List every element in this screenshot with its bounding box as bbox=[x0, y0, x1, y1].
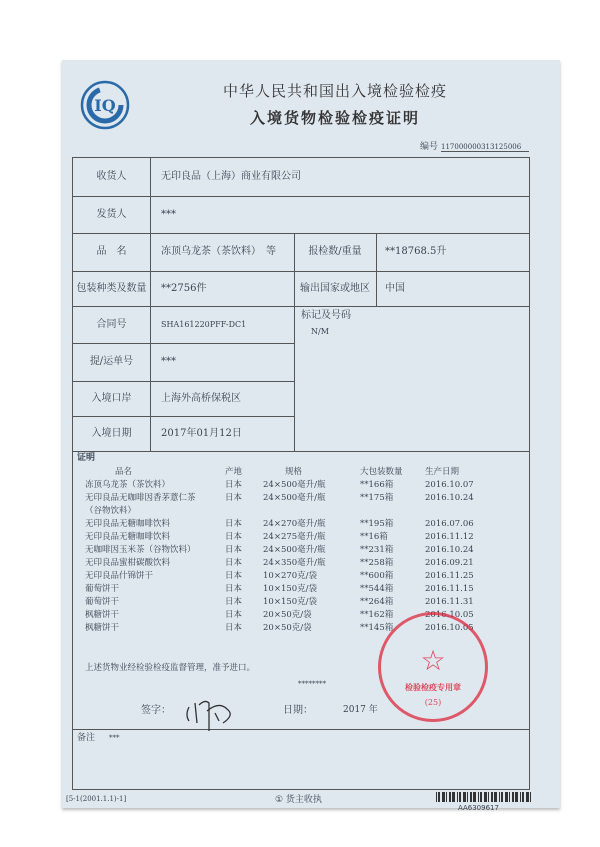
item-name: 葡萄饼干 bbox=[85, 584, 120, 594]
quantity-value: **18768.5升 bbox=[385, 246, 447, 257]
item-name: 枫糖饼干 bbox=[85, 623, 120, 633]
item-origin: 日本 bbox=[225, 493, 243, 503]
serial-value: 117000000313125006 bbox=[441, 143, 529, 152]
item-date: 2016.10.05 bbox=[425, 623, 474, 633]
item-date: 2016.11.15 bbox=[425, 584, 474, 594]
item-qty: **195箱 bbox=[360, 519, 394, 529]
item-origin: 日本 bbox=[225, 558, 243, 568]
serial-number bbox=[420, 142, 529, 153]
contract-value: SHA161220PFF-DC1 bbox=[161, 319, 247, 329]
item-name: 冻顶乌龙茶（茶饮料） bbox=[85, 480, 171, 490]
item-spec: 10×150克/袋 bbox=[263, 584, 318, 594]
barcode-number: AA6309617 bbox=[458, 804, 499, 812]
col-name: 品名 bbox=[115, 467, 133, 477]
item-qty: **16箱 bbox=[360, 532, 388, 542]
item-date: 2016.09.21 bbox=[425, 558, 474, 568]
bl-value: *** bbox=[161, 356, 176, 367]
col-spec: 规格 bbox=[285, 467, 303, 477]
entry-date-value: 2017年01月12日 bbox=[161, 427, 242, 439]
item-origin: 日本 bbox=[225, 519, 243, 529]
document-title: 中华人民共和国出入境检验检疫 bbox=[222, 82, 447, 100]
item-origin: 日本 bbox=[225, 610, 243, 620]
official-stamp bbox=[378, 612, 488, 722]
port-value: 上海外高桥保税区 bbox=[161, 392, 241, 404]
item-spec: 24×500毫升/瓶 bbox=[263, 480, 326, 490]
item-spec: 24×500毫升/瓶 bbox=[263, 493, 326, 503]
consignor-value: *** bbox=[161, 208, 176, 220]
item-qty: **231箱 bbox=[360, 545, 394, 555]
consignee-label: 收货人 bbox=[73, 158, 151, 196]
item-date: 2016.11.25 bbox=[425, 571, 474, 581]
item-spec: 24×270毫升/瓶 bbox=[263, 519, 326, 529]
item-date: 2016.10.24 bbox=[425, 493, 474, 503]
col-qty: 大包装数量 bbox=[360, 467, 403, 477]
signature-icon bbox=[183, 693, 243, 733]
item-qty: **166箱 bbox=[360, 480, 394, 490]
origin-value: 中国 bbox=[385, 282, 405, 294]
item-origin: 日本 bbox=[225, 480, 243, 490]
svg-text:IQ: IQ bbox=[94, 96, 116, 115]
item-spec: 24×500毫升/瓶 bbox=[263, 545, 326, 555]
statement: 上述货物业经检验检疫监督管理，准予进口。 bbox=[85, 663, 256, 673]
item-origin: 日本 bbox=[225, 532, 243, 542]
packing-value: **2756件 bbox=[161, 282, 207, 294]
item-name: 葡萄饼干 bbox=[85, 597, 120, 607]
item-date: 2016.10.24 bbox=[425, 545, 474, 555]
item-name: 无印良品无糖咖啡饮料 bbox=[85, 519, 171, 529]
sign-label: 签字： bbox=[141, 705, 171, 716]
entry-date-label: 入境日期 bbox=[73, 416, 151, 451]
certificate-label: 证明 bbox=[77, 452, 96, 463]
product-value: 冻顶乌龙茶（茶饮料） 等 bbox=[161, 246, 276, 257]
item-name: 无印良品什锦饼干 bbox=[85, 571, 154, 581]
item-date: 2016.07.06 bbox=[425, 519, 474, 529]
copy-label: ① 货主收执 bbox=[275, 795, 322, 805]
item-qty: **145箱 bbox=[360, 623, 394, 633]
item-spec: 10×270克/袋 bbox=[263, 571, 318, 581]
item-name: （谷物饮料） bbox=[85, 506, 137, 516]
stamp-number: (25) bbox=[424, 698, 442, 707]
consignor-label: 发货人 bbox=[73, 196, 151, 233]
stamp-text: 检验检疫专用章 bbox=[405, 682, 461, 692]
item-spec: 10×150克/袋 bbox=[263, 597, 318, 607]
item-origin: 日本 bbox=[225, 597, 243, 607]
item-name: 无印良品蜜柑碳酸饮料 bbox=[85, 558, 171, 568]
marks-label: 标记及号码 bbox=[301, 309, 351, 321]
form-code: [5-1(2001.1.1)-1] bbox=[66, 795, 127, 803]
item-origin: 日本 bbox=[225, 623, 243, 633]
marks-value: N/M bbox=[311, 326, 329, 336]
document-subtitle: 入境货物检验检疫证明 bbox=[249, 109, 420, 127]
item-qty: **175箱 bbox=[360, 493, 394, 503]
item-name: 无咖啡因玉米茶（谷物饮料） bbox=[85, 545, 196, 555]
item-spec: 20×50克/袋 bbox=[263, 610, 312, 620]
quantity-label: 报检数/重量 bbox=[308, 246, 362, 257]
item-date: 2016.11.12 bbox=[425, 532, 474, 542]
star-icon: ☆ bbox=[420, 644, 446, 677]
item-name: 无印良品无咖啡因香茅薏仁茶 bbox=[85, 493, 196, 503]
bl-label: 提/运单号 bbox=[73, 343, 151, 381]
col-date: 生产日期 bbox=[425, 467, 460, 477]
item-spec: 24×350毫升/瓶 bbox=[263, 558, 326, 568]
item-qty: **544箱 bbox=[360, 584, 394, 594]
port-label: 入境口岸 bbox=[73, 381, 151, 416]
remarks-label: 备注 bbox=[77, 733, 96, 743]
item-name: 无印良品无糖咖啡饮料 bbox=[85, 532, 171, 542]
product-label: 品 名 bbox=[73, 233, 151, 271]
item-date: 2016.10.05 bbox=[425, 610, 474, 620]
col-origin: 产地 bbox=[225, 467, 243, 477]
sign-date-value: 2017 年 bbox=[343, 705, 378, 715]
serial-label: 编号 bbox=[420, 142, 439, 152]
item-spec: 24×275毫升/瓶 bbox=[263, 532, 326, 542]
item-name: 枫糖饼干 bbox=[85, 610, 120, 620]
origin-label: 输出国家或地区 bbox=[300, 282, 370, 294]
consignee-value: 无印良品（上海）商业有限公司 bbox=[161, 171, 301, 182]
item-qty: **600箱 bbox=[360, 571, 394, 581]
barcode-icon bbox=[436, 792, 531, 802]
ciq-logo-icon bbox=[80, 80, 130, 130]
item-origin: 日本 bbox=[225, 545, 243, 555]
contract-label: 合同号 bbox=[73, 306, 151, 343]
item-date: 2016.11.31 bbox=[425, 597, 474, 607]
item-qty: **264箱 bbox=[360, 597, 394, 607]
sign-date-label: 日期： bbox=[283, 705, 313, 716]
item-origin: 日本 bbox=[225, 571, 243, 581]
remarks-value: *** bbox=[109, 734, 120, 742]
item-date: 2016.10.07 bbox=[425, 480, 474, 490]
item-spec: 20×50克/袋 bbox=[263, 623, 312, 633]
packing-label: 包装种类及数量 bbox=[73, 271, 151, 306]
end-mark: ******** bbox=[298, 680, 326, 688]
item-origin: 日本 bbox=[225, 584, 243, 594]
item-qty: **258箱 bbox=[360, 558, 394, 568]
item-qty: **162箱 bbox=[360, 610, 394, 620]
